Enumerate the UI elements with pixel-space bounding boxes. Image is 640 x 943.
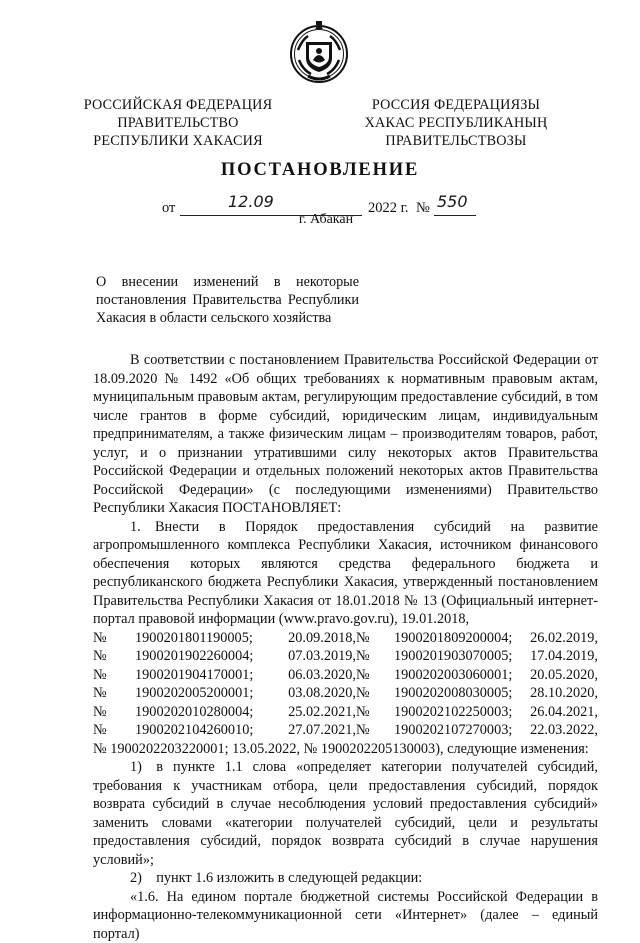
item-1-paragraph: 1. Внести в Порядок предоставления субсидий на развитие агропромышленного комплекса Республики Хакасия, источником финансового обеспечения которых являются средства федерального бюджета и республиканского бюджета Республики Хакасия, утвержденный постановлением Правительства Республики Хакасия от 18.01.2018 № 13 (Официальный интернет-портал правовой информации (www.pravo.gov.ru), 19.01.2018,	[93, 518, 598, 629]
header-right-line: ХАКАС РЕСПУБЛИКАНЫҢ	[356, 114, 556, 132]
registry-cell: 1900201904170001;	[135, 666, 261, 685]
preamble-paragraph: В соответствии с постановлением Правительства Российской Федерации от 18.09.2020 № 1492 «Об общих требованиях к нормативным правовым актам, муниципальным правовым актам, регулирующим предоставление субсидий, в том числе грантов в форме субсидий, юридическим лицам, индивидуальным предпринимателям, а также физическим лицам – производителям товаров, работ, услуг, и о признании утратившими силу некоторых актов Правительства Российской Федерации и отдельных положений некоторых актов Правительства Российской Федерации» (с последующими изменениями) Правительство Республики Хакасия ПОСТАНОВЛЯЕТ:	[93, 351, 598, 518]
document-year: 2022 г.	[368, 200, 409, 217]
registry-cell: 07.03.2019,	[261, 647, 356, 666]
registry-cell: №	[93, 666, 135, 685]
registry-cell: 26.02.2019,	[526, 629, 598, 648]
registry-cell: 22.03.2022,	[526, 721, 598, 740]
registry-cell: 06.03.2020,	[261, 666, 356, 685]
registry-cell: 20.05.2020,	[526, 666, 598, 685]
registry-cell: №	[356, 703, 394, 722]
registry-number-list	[93, 629, 598, 740]
registry-cell: №	[93, 629, 135, 648]
document-body	[93, 351, 598, 943]
document-subject: О внесении изменений в некоторые постановления Правительства Республики Хакасия в области сельского хозяйства	[96, 273, 359, 327]
date-prefix: от	[162, 200, 175, 217]
registry-cell: №	[93, 684, 135, 703]
coat-of-arms-emblem	[286, 20, 352, 86]
handwritten-number: 550	[437, 192, 468, 211]
item-1-tail: № 1900202203220001; 13.05.2022, № 1900202205130003), следующие изменения:	[93, 740, 598, 759]
header-right-block	[356, 96, 556, 150]
quoted-paragraph: «1.6. На едином портале бюджетной системы Российской Федерации в информационно-телекоммуникационной сети «Интернет» (далее – единый портал)	[93, 888, 598, 943]
registry-cell: №	[356, 666, 394, 685]
registry-cell: 1900202003060001;	[394, 666, 526, 685]
header-left-line: ПРАВИТЕЛЬСТВО	[78, 114, 278, 132]
header-left-line: РОССИЙСКАЯ ФЕДЕРАЦИЯ	[78, 96, 278, 114]
registry-cell: 1900201809200004;	[394, 629, 526, 648]
registry-cell: 1900202008030005;	[394, 684, 526, 703]
header-left-line: РЕСПУБЛИКИ ХАКАСИЯ	[78, 132, 278, 150]
registry-cell: №	[93, 721, 135, 740]
handwritten-date: 12.09	[228, 192, 274, 211]
registry-cell: 1900201903070005;	[394, 647, 526, 666]
registry-cell: 28.10.2020,	[526, 684, 598, 703]
registry-cell: 1900202107270003;	[394, 721, 526, 740]
header-left-block	[78, 96, 278, 150]
registry-cell: 1900202104260010;	[135, 721, 261, 740]
header-right-line: РОССИЯ ФЕДЕРАЦИЯЗЫ	[356, 96, 556, 114]
registry-cell: 1900201902260004;	[135, 647, 261, 666]
document-title: ПОСТАНОВЛЕНИЕ	[0, 160, 640, 181]
registry-cell: 25.02.2021,	[261, 703, 356, 722]
city-name: г. Абакан	[0, 212, 640, 228]
registry-cell: №	[93, 647, 135, 666]
registry-cell: 1900202005200001;	[135, 684, 261, 703]
registry-cell: №	[356, 647, 394, 666]
registry-cell: 20.09.2018,	[261, 629, 356, 648]
registry-cell: 17.04.2019,	[526, 647, 598, 666]
registry-cell: 26.04.2021,	[526, 703, 598, 722]
registry-cell: 1900202010280004;	[135, 703, 261, 722]
number-sign: №	[416, 200, 430, 217]
registry-cell: №	[356, 629, 394, 648]
registry-cell: 1900202102250003;	[394, 703, 526, 722]
registry-cell: 1900201801190005;	[135, 629, 261, 648]
subitem-2-paragraph: 2) пункт 1.6 изложить в следующей редакции:	[93, 869, 598, 888]
registry-cell: №	[356, 684, 394, 703]
header-right-line: ПРАВИТЕЛЬСТВОЗЫ	[356, 132, 556, 150]
registry-cell: №	[356, 721, 394, 740]
subitem-1-paragraph: 1) в пункте 1.1 слова «определяет категории получателей субсидий, требования к участникам отбора, цели предоставления субсидий, порядок возврата субсидий в случае несоблюдения условий предоставления субсидий» заменить словами «категории получателей субсидий, цели и результаты предоставления субсидий, порядок возврата субсидий в случае нарушения условий»;	[93, 758, 598, 869]
registry-cell: №	[93, 703, 135, 722]
registry-cell: 03.08.2020,	[261, 684, 356, 703]
registry-cell: 27.07.2021,	[261, 721, 356, 740]
